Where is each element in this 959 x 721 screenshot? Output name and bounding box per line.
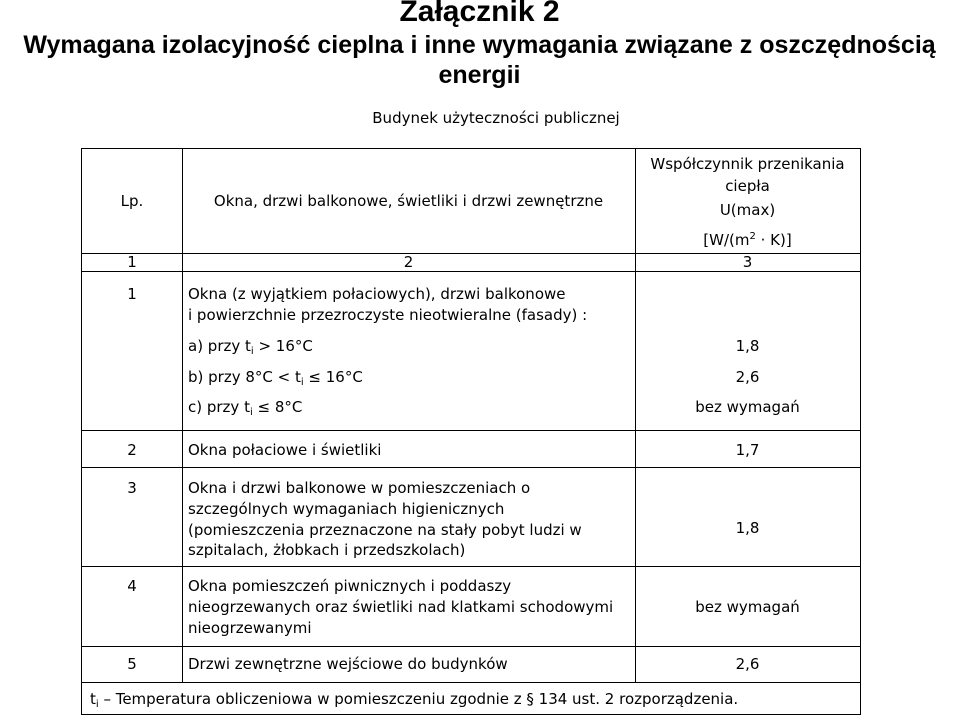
subtitle-line-1: Wymagana izolacyjność cieplna i inne wymagania związane z oszczędnością: [23, 31, 936, 59]
subscript: i: [250, 346, 254, 357]
row-1-line-2: i powierzchnie przezroczyste nieotwieralne (fasady) :: [188, 306, 588, 324]
row-4-line-3: nieogrzewanymi: [188, 619, 312, 637]
row-1a-value: 1,8: [735, 337, 760, 355]
row-3-line-2: szczególnych wymaganiach higienicznych: [188, 500, 505, 518]
condition-text: c) przy t: [188, 398, 250, 416]
condition-text: a) przy t: [188, 337, 251, 355]
index-cell-1: 1: [127, 253, 137, 271]
header-coefficient-line-3: U(max): [719, 201, 776, 219]
unit-part: · K)]: [755, 231, 792, 249]
row-1a-condition: [188, 336, 313, 362]
row-4-line-2: nieogrzewanych oraz świetliki nad klatkami schodowymi: [188, 598, 614, 616]
footnote: [90, 689, 738, 715]
row-4-line-1: Okna pomieszczeń piwnicznych i poddaszy: [188, 577, 512, 595]
footnote-subscript: i: [95, 699, 99, 710]
column-divider: [182, 149, 183, 682]
unit-superscript: 2: [749, 231, 756, 242]
row-4-value: bez wymagań: [695, 598, 800, 616]
row-1-line-1: Okna (z wyjątkiem połaciowych), drzwi balkonowe: [188, 285, 566, 303]
index-cell-3: 3: [742, 253, 753, 271]
row-divider: [82, 467, 860, 468]
condition-text: ≤ 8°C: [252, 398, 303, 416]
condition-text: b) przy 8°C < t: [188, 368, 301, 386]
subscript: i: [300, 377, 304, 388]
row-divider: [82, 566, 860, 567]
row-1c-condition: [188, 397, 302, 423]
row-5-lp: 5: [127, 655, 137, 673]
row-3-line-1: Okna i drzwi balkonowe w pomieszczeniach o: [188, 479, 531, 497]
subtitle-line-2: energii: [438, 61, 521, 89]
row-1b-condition: [188, 367, 363, 393]
unit-part: [W/(m: [703, 231, 750, 249]
requirements-table: [81, 148, 861, 715]
row-2-line-1: Okna połaciowe i świetliki: [188, 441, 382, 459]
row-2-value: 1,7: [735, 441, 760, 459]
row-2-lp: 2: [127, 441, 137, 459]
header-coefficient-line-2: ciepła: [725, 177, 770, 195]
row-3-value: 1,8: [735, 519, 760, 537]
row-3-line-3: (pomieszczenia przeznaczone na stały pobyt ludzi w: [188, 521, 582, 539]
row-3-lp: 3: [127, 479, 137, 497]
row-5-line-1: Drzwi zewnętrzne wejściowe do budynków: [188, 655, 508, 673]
header-lp: Lp.: [120, 192, 144, 210]
table-caption: Budynek użyteczności publicznej: [372, 109, 620, 127]
header-description: Okna, drzwi balkonowe, świetliki i drzwi zewnętrzne: [213, 192, 604, 210]
condition-text: > 16°C: [253, 337, 313, 355]
document-title: Załącznik 2: [399, 0, 560, 28]
row-1c-value: bez wymagań: [695, 398, 800, 416]
footnote-text: – Temperatura obliczeniowa w pomieszczeniu zgodnie z § 134 ust. 2 rozporządzenia.: [98, 690, 739, 708]
row-divider: [82, 646, 860, 647]
condition-text: ≤ 16°C: [303, 368, 363, 386]
subscript: i: [249, 407, 253, 418]
row-5-value: 2,6: [735, 655, 760, 673]
header-coefficient-line-1: Współczynnik przenikania: [650, 155, 845, 173]
row-divider: [82, 430, 860, 431]
footnote-symbol: t: [90, 690, 96, 708]
row-4-lp: 4: [127, 577, 137, 595]
row-1b-value: 2,6: [735, 368, 760, 386]
row-3-line-4: szpitalach, żłobkach i przedszkolach): [188, 541, 466, 559]
index-cell-2: 2: [403, 253, 414, 271]
document-subtitle: [0, 30, 959, 90]
header-coefficient-unit: [635, 226, 860, 251]
row-divider: [82, 682, 860, 683]
row-1-lp: 1: [127, 285, 137, 303]
